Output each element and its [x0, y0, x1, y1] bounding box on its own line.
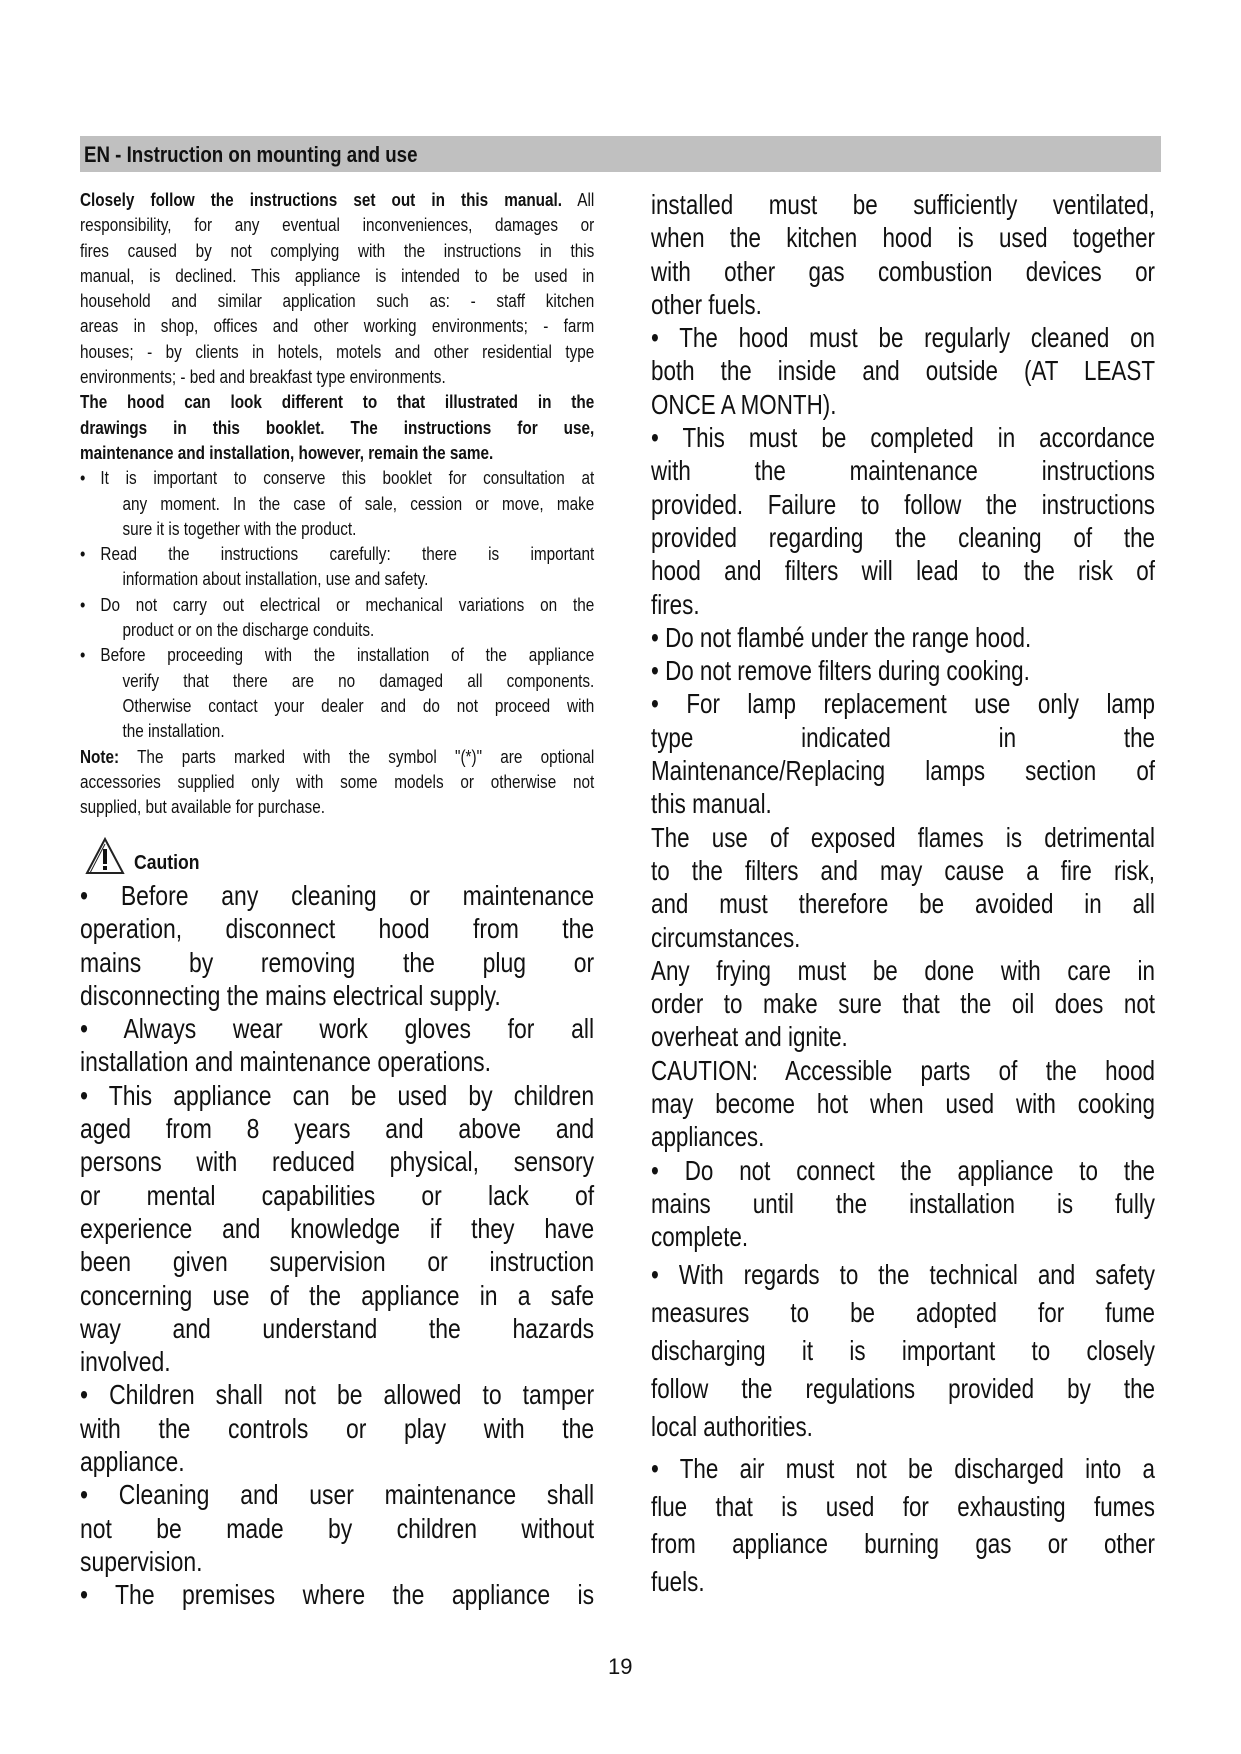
line-text: • Before any cleaning or maintenance: [80, 880, 595, 911]
text-line: [80, 593, 594, 618]
text-line: [80, 1079, 594, 1112]
text-line: [651, 721, 1155, 754]
text-line: [651, 488, 1155, 521]
text-line: [80, 643, 594, 668]
line-text: information about installation, use and safety.: [122, 569, 429, 590]
text-line: [80, 416, 594, 441]
text-line: [651, 1408, 1155, 1446]
text-line: [651, 554, 1155, 587]
text-line: [651, 588, 1155, 621]
line-text: overheat and ignite.: [651, 1021, 848, 1053]
line-text: It is important to conserve this booklet for consultation at: [100, 468, 595, 489]
line-text: fires caused by not complying with the instructions in this: [80, 240, 595, 261]
text-line: [651, 221, 1155, 254]
text-line: [651, 1450, 1155, 1488]
text-line: [651, 687, 1155, 720]
line-text: aged from 8 years and above and: [80, 1113, 595, 1145]
line-text: • The hood must be regularly cleaned on: [651, 322, 1155, 354]
line-text: • Do not remove filters during cooking.: [651, 655, 1030, 687]
text-line: [651, 754, 1155, 787]
text-line: [80, 1545, 594, 1578]
line-text: fires.: [651, 588, 700, 620]
text-line: [80, 390, 594, 415]
line-text: and must therefore be avoided in all: [651, 888, 1155, 920]
text-line: [651, 1294, 1155, 1332]
text-line: [80, 694, 594, 719]
line-text: Maintenance/Replacing lamps section of: [651, 755, 1155, 787]
text-line: [651, 1087, 1155, 1120]
text-line: [651, 887, 1155, 920]
text-line: [80, 239, 594, 264]
text-line: [80, 1445, 594, 1478]
line-text: provided. Failure to follow the instructions: [651, 488, 1155, 520]
bold-text: drawings in this booklet. The instructions for use,: [80, 417, 595, 438]
line-text: been given supervision or instruction: [80, 1246, 595, 1278]
text-line: [651, 421, 1155, 454]
line-text: Before proceeding with the installation of the appliance: [100, 645, 595, 666]
text-line: [80, 567, 594, 592]
line-text: installed must be sufficiently ventilated,: [651, 189, 1155, 220]
line-text: responsibility, for any eventual inconveniences, damages or: [80, 215, 595, 236]
line-text: operation, disconnect hood from the: [80, 913, 595, 945]
line-text: The use of exposed flames is detrimental: [651, 821, 1155, 853]
text-line: [80, 795, 594, 820]
line-text: • Children shall not be allowed to tamper: [80, 1379, 595, 1411]
text-line: [651, 255, 1155, 288]
line-text: from appliance burning gas or other: [651, 1528, 1155, 1560]
warning-triangle-icon: [84, 836, 126, 876]
text-line: [651, 188, 1155, 221]
line-text: with the controls or play with the: [80, 1412, 595, 1444]
text-line: [80, 1412, 594, 1445]
text-line: [80, 879, 594, 912]
text-line: [651, 1563, 1155, 1601]
text-line: [651, 987, 1155, 1020]
line-text: • The air must not be discharged into a: [651, 1453, 1155, 1484]
line-text: • This appliance can be used by children: [80, 1079, 595, 1111]
line-text: type indicated in the: [651, 721, 1155, 753]
text-line: [651, 654, 1155, 687]
text-line: [651, 1525, 1155, 1563]
text-line: [80, 314, 594, 339]
line-text: • This must be completed in accordance: [651, 422, 1155, 454]
line-text: • For lamp replacement use only lamp: [651, 688, 1155, 720]
text-line: [80, 1179, 594, 1212]
line-text: local authorities.: [651, 1411, 813, 1442]
text-line: [651, 1120, 1155, 1153]
line-text: other fuels.: [651, 288, 762, 320]
text-line: [80, 188, 594, 213]
text-line: [651, 1154, 1155, 1187]
line-text: or mental capabilities or lack of: [80, 1179, 595, 1211]
text-line: [80, 365, 594, 390]
text-line: [80, 542, 594, 567]
line-text: household and similar application such as: - staff kitchen: [80, 291, 595, 312]
bold-text: The hood can look different to that illustrated in the: [80, 392, 595, 413]
text-line: [80, 289, 594, 314]
text-line: [651, 1187, 1155, 1220]
right-column-text: [651, 188, 1241, 1254]
caution-label: Caution: [134, 852, 200, 874]
line-text: provided regarding the cleaning of the: [651, 521, 1155, 553]
line-text: • Do not connect the appliance to the: [651, 1154, 1155, 1186]
text-line: [80, 1378, 594, 1411]
line-text: appliances.: [651, 1121, 765, 1153]
line-text: order to make sure that the oil does not: [651, 988, 1155, 1020]
text-line: [80, 946, 594, 979]
text-line: [651, 288, 1155, 321]
line-text: when the kitchen hood is used together: [651, 222, 1155, 254]
text-line: [651, 1220, 1155, 1253]
line-text: sure it is together with the product.: [122, 518, 357, 539]
line-text: experience and knowledge if they have: [80, 1212, 595, 1244]
line-text: environments; - bed and breakfast type environments.: [80, 367, 446, 388]
right-column-fume-paragraph: [651, 1256, 1241, 1446]
line-text: follow the regulations provided by the: [651, 1373, 1155, 1404]
line-text: both the inside and outside (AT LEAST: [651, 355, 1155, 387]
text-line: [80, 340, 594, 365]
left-column-text: [80, 879, 707, 1612]
text-line: [80, 1478, 594, 1511]
text-line: [651, 1020, 1155, 1053]
text-line: [80, 1012, 594, 1045]
text-line: [80, 1312, 594, 1345]
text-line: [651, 521, 1155, 554]
text-line: [80, 912, 594, 945]
text-line: [80, 517, 594, 542]
text-line: [651, 821, 1155, 854]
line-text: product or on the discharge conduits.: [122, 620, 375, 641]
line-text: Otherwise contact your dealer and do not proceed with: [122, 695, 595, 716]
text-line: [80, 669, 594, 694]
text-line: [80, 979, 594, 1012]
text-line: [651, 321, 1155, 354]
line-text: persons with reduced physical, sensory: [80, 1146, 595, 1178]
line-text: Do not carry out electrical or mechanical variations on the: [100, 594, 595, 615]
line-text: accessories supplied only with some models or otherwise not: [80, 771, 595, 792]
text-line: [80, 1145, 594, 1178]
line-text: concerning use of the appliance in a safe: [80, 1279, 595, 1311]
text-line: [651, 1054, 1155, 1087]
line-text: may become hot when used with cooking: [651, 1088, 1155, 1120]
text-line: [80, 1045, 594, 1078]
text-line: [651, 621, 1155, 654]
line-text: the installation.: [122, 721, 225, 742]
line-text: The parts marked with the symbol "(*)" are optional: [119, 746, 595, 767]
line-text: way and understand the hazards: [80, 1312, 595, 1344]
page-number: 19: [608, 1654, 633, 1679]
line-text: this manual.: [651, 788, 772, 820]
line-text: with the maintenance instructions: [651, 455, 1155, 487]
line-text: ONCE A MONTH).: [651, 388, 837, 420]
bold-text: Note:: [80, 746, 120, 767]
text-line: [651, 354, 1155, 387]
line-text: • The premises where the appliance is: [80, 1579, 595, 1611]
text-line: [80, 1245, 594, 1278]
line-text: hood and filters will lead to the risk of: [651, 555, 1155, 587]
text-line: [651, 454, 1155, 487]
line-text: not be made by children without: [80, 1512, 595, 1544]
line-text: areas in shop, offices and other working environments; - farm: [80, 316, 595, 337]
intro-text: [80, 188, 594, 820]
line-text: • Do not flambé under the range hood.: [651, 621, 1032, 653]
line-text: houses; - by clients in hotels, motels and other residential type: [80, 341, 595, 362]
line-text: mains by removing the plug or: [80, 946, 595, 978]
text-line: [80, 213, 594, 238]
line-text: Any frying must be done with care in: [651, 954, 1155, 986]
text-line: [80, 441, 594, 466]
text-line: [80, 1279, 594, 1312]
text-line: [651, 954, 1155, 987]
line-text: discharging it is important to closely: [651, 1335, 1155, 1366]
bold-text: maintenance and installation, however, remain the same.: [80, 442, 494, 463]
line-text: disconnecting the mains electrical supply.: [80, 979, 501, 1011]
line-text: • Always wear work gloves for all: [80, 1013, 595, 1045]
line-text: circumstances.: [651, 921, 801, 953]
section-header-bar: [80, 136, 1161, 172]
line-text: installation and maintenance operations.: [80, 1046, 492, 1078]
bold-text: Closely follow the instructions set out in this manual.: [80, 190, 563, 210]
text-line: [651, 1256, 1155, 1294]
text-line: [80, 719, 594, 744]
text-line: [80, 770, 594, 795]
line-text: • Cleaning and user maintenance shall: [80, 1479, 595, 1511]
line-text: fuels.: [651, 1566, 705, 1598]
line-text: flue that is used for exhausting fumes: [651, 1490, 1155, 1522]
text-line: [80, 492, 594, 517]
line-text: verify that there are no damaged all components.: [122, 670, 595, 691]
text-line: [80, 618, 594, 643]
line-text: supplied, but available for purchase.: [80, 797, 325, 818]
line-text: mains until the installation is fully: [651, 1187, 1155, 1219]
text-line: [651, 921, 1155, 954]
line-text: any moment. In the case of sale, cession or move, make: [122, 493, 595, 514]
text-line: [80, 1345, 594, 1378]
text-line: [80, 745, 594, 770]
line-text: supervision.: [80, 1545, 203, 1577]
text-line: [80, 1578, 594, 1611]
section-title: EN - Instruction on mounting and use: [84, 142, 418, 167]
text-line: [80, 264, 594, 289]
line-text: involved.: [80, 1346, 171, 1378]
text-line: [80, 1212, 594, 1245]
text-line: [80, 1512, 594, 1545]
line-text: CAUTION: Accessible parts of the hood: [651, 1054, 1155, 1086]
text-line: [651, 388, 1155, 421]
line-text: to the filters and may cause a fire risk,: [651, 854, 1155, 886]
text-line: [80, 1112, 594, 1145]
line-text: measures to be adopted for fume: [651, 1297, 1155, 1328]
text-line: [651, 1488, 1155, 1526]
line-text: appliance.: [80, 1446, 185, 1478]
text-line: [651, 1332, 1155, 1370]
text-line: [80, 466, 594, 491]
line-text: with other gas combustion devices or: [651, 255, 1155, 287]
line-text: All: [562, 190, 595, 210]
right-column-air-paragraph: [651, 1450, 1241, 1601]
text-line: [651, 854, 1155, 887]
line-text: manual, is declined. This appliance is intended to be used in: [80, 265, 595, 286]
line-text: • With regards to the technical and safety: [651, 1259, 1155, 1290]
line-text: Read the instructions carefully: there is important: [100, 544, 595, 565]
text-line: [651, 1370, 1155, 1408]
text-line: [651, 787, 1155, 820]
line-text: complete.: [651, 1221, 749, 1253]
